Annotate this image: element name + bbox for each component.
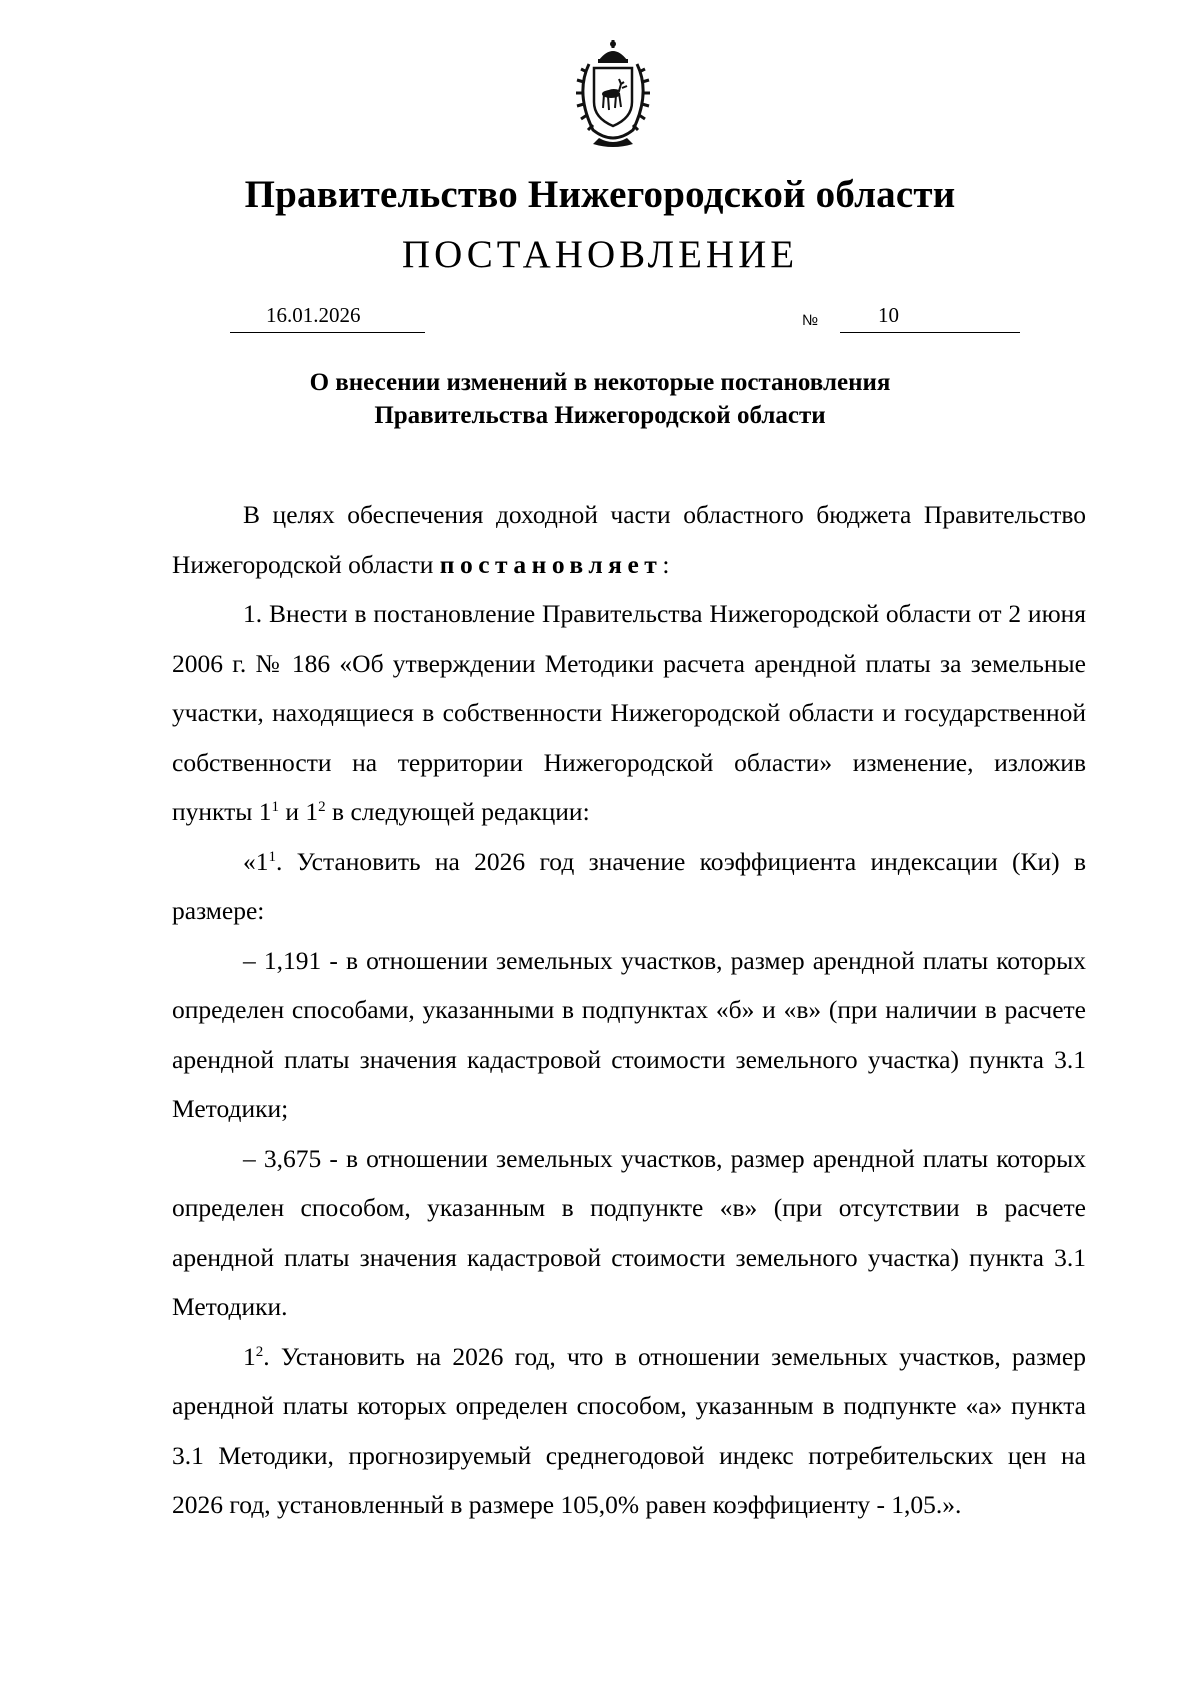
coat-of-arms-icon xyxy=(563,38,663,148)
item1-sup-b: 2 xyxy=(318,799,326,815)
intro-text: В целях обеспечения доходной части областного бюджета Правительство Нижегородской области xyxy=(172,500,1086,579)
point-1-1-paragraph xyxy=(172,837,1086,936)
document-date: 16.01.2026 xyxy=(266,303,361,327)
dash-item-2: – 3,675 - в отношении земельных участков, размер арендной платы которых определен способом, указанным в подпункте «в» (при отсутствии в расчете арендной платы значения кадастровой стоимости земельного участка) пункта 3.1 Методики. xyxy=(172,1143,1086,1321)
document-number-label: № xyxy=(802,312,819,329)
document-date-field xyxy=(230,302,425,333)
p12-sup: 2 xyxy=(255,1343,264,1360)
document-subject xyxy=(0,366,1200,432)
dash-item-1: – 1,191 - в отношении земельных участков, размер арендной платы которых определен способами, указанными в подпунктах «б» и «в» (при наличии в расчете арендной платы значения кадастровой стоимости земельного участка) пункта 3.1 Методики; xyxy=(172,945,1086,1123)
document-number-field xyxy=(840,302,1020,333)
item1-and: и 1 xyxy=(279,797,319,826)
subject-line-1: О внесении изменений в некоторые постановления xyxy=(309,369,891,396)
point-1-2-paragraph xyxy=(172,1332,1086,1530)
intro-paragraph xyxy=(172,490,1086,589)
p11-text: . Установить на 2026 год значение коэффициента индексации (Ки) в размере: xyxy=(172,846,1086,925)
p12-open: 1 xyxy=(243,1341,256,1371)
p11-sup: 1 xyxy=(268,848,276,865)
item1-end: в следующей редакции: xyxy=(325,797,590,826)
government-title: Правительство Нижегородской области xyxy=(244,173,956,216)
item-1-paragraph xyxy=(172,589,1086,837)
item1-sup-a: 1 xyxy=(271,799,279,815)
p11-open: «1 xyxy=(243,846,269,876)
subject-line-2: Правительства Нижегородской области xyxy=(374,402,826,429)
intro-end: : xyxy=(662,549,670,579)
item1-text: 1. Внести в постановление Правительства Нижегородской области от 2 июня 2006 г. № 186 «Об утверждении Методики расчета арендной платы за земельные участки, находящиеся в собственности Нижегородской области и государственной собственности на территории Нижегородской области» изменение, изложив пункты 1 xyxy=(172,599,1086,826)
p12-text: . Установить на 2026 год, что в отношении земельных участков, размер арендной платы которых определен способом, указанным в подпункте «а» пункта 3.1 Методики, прогнозируемый среднегодовой индекс потребительских цен на 2026 год, установленный в размере 105,0% равен коэффициенту - 1,05.». xyxy=(172,1341,1086,1519)
document-body xyxy=(172,490,1086,1530)
document-number: 10 xyxy=(878,303,899,327)
intro-verb: постановляет xyxy=(439,549,663,579)
document-type: ПОСТАНОВЛЕНИЕ xyxy=(401,233,799,276)
